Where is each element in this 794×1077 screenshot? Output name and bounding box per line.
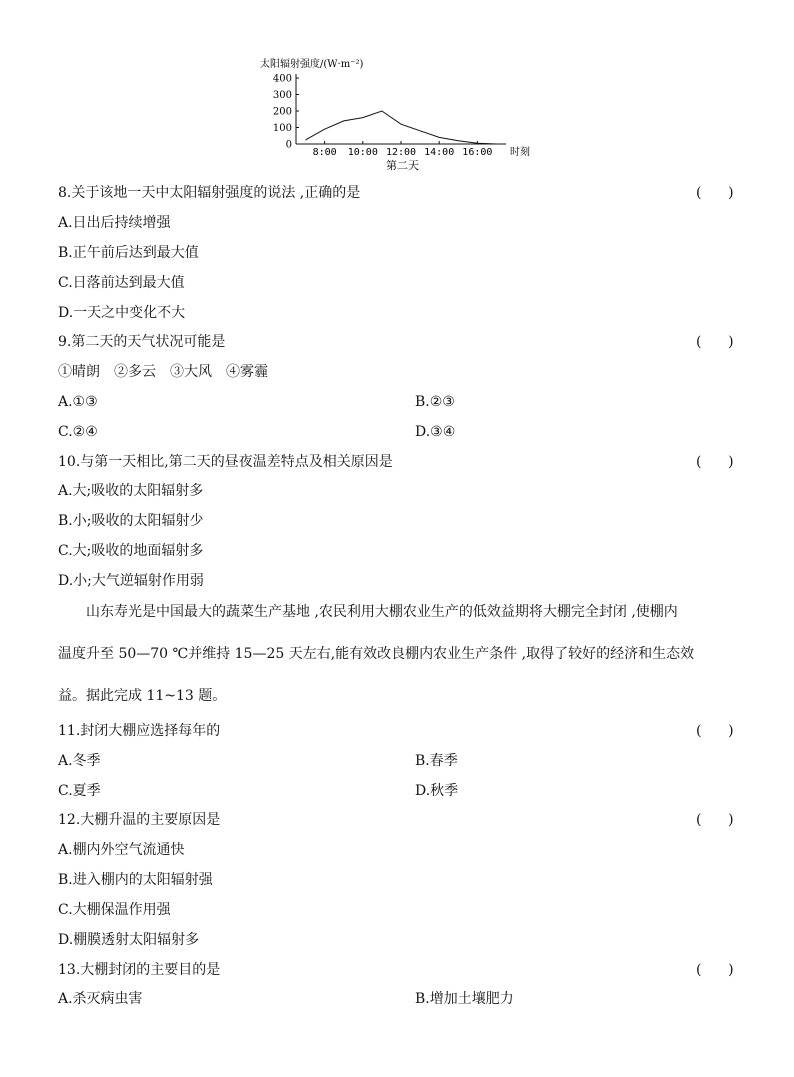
option[interactable]: B.正午前后达到最大值 — [58, 245, 199, 261]
answer-bracket: ( ) — [696, 334, 734, 350]
choices-line: ①晴朗 ②多云 ③大风 ④雾霾 — [58, 364, 268, 380]
option[interactable]: C.②④ — [58, 424, 98, 440]
option[interactable]: D.一天之中变化不大 — [58, 305, 186, 321]
question-9-stem: 9.第二天的天气状况可能是 — [58, 334, 226, 350]
x-tick-label: 8:00 — [312, 147, 337, 158]
option[interactable]: B.小;吸收的太阳辐射少 — [58, 513, 204, 529]
passage-line: 温度升至 50—70 ℃并维持 15—25 天左右,能有效改良棚内农业生产条件 ,取得了较好的经济和生态效 — [58, 646, 695, 662]
answer-bracket: ( ) — [696, 962, 734, 978]
y-tick-label: 400 — [272, 73, 292, 85]
x-tick-label: 14:00 — [424, 147, 455, 158]
option[interactable]: C.日落前达到最大值 — [58, 275, 185, 291]
option[interactable]: B.进入棚内的太阳辐射强 — [58, 872, 213, 888]
answer-bracket: ( ) — [696, 812, 734, 828]
option[interactable]: D.小;大气逆辐射作用弱 — [58, 573, 204, 589]
chart-ylabel: 太阳辐射强度/(W·m⁻²) — [260, 59, 364, 70]
option[interactable]: A.棚内外空气流通快 — [58, 842, 185, 858]
y-axis-ticks — [273, 74, 299, 151]
option[interactable]: B.增加土壤肥力 — [415, 991, 514, 1007]
chart-xlabel: 时刻 — [510, 147, 530, 158]
x-tick-label: 10:00 — [347, 147, 378, 158]
answer-bracket: ( ) — [696, 454, 734, 470]
option[interactable]: C.大;吸收的地面辐射多 — [58, 543, 204, 559]
x-tick-label: 16:00 — [462, 147, 493, 158]
option[interactable]: A.冬季 — [58, 753, 101, 769]
option[interactable]: D.秋季 — [415, 783, 459, 799]
passage-line: 益。据此完成 11~13 题。 — [58, 688, 227, 704]
option[interactable]: B.②③ — [415, 394, 455, 410]
series-line — [306, 111, 497, 144]
question-13-stem: 13.大棚封闭的主要目的是 — [58, 962, 221, 978]
passage-line: 山东寿光是中国最大的蔬菜生产基地 ,农民利用大棚农业生产的低效益期将大棚完全封闭 ,使棚内 — [86, 604, 678, 620]
answer-bracket: ( ) — [696, 723, 734, 739]
chart-caption: 第二天 — [386, 159, 419, 172]
y-tick-label: 100 — [272, 123, 292, 134]
question-11-stem: 11.封闭大棚应选择每年的 — [58, 723, 221, 739]
option[interactable]: A.①③ — [58, 394, 98, 410]
y-tick-label: 0 — [285, 139, 292, 151]
option[interactable]: C.大棚保温作用强 — [58, 902, 171, 918]
option[interactable]: A.杀灭病虫害 — [58, 991, 143, 1007]
option[interactable]: C.夏季 — [58, 783, 101, 799]
x-tick-label: 12:00 — [385, 147, 417, 158]
option[interactable]: A.大;吸收的太阳辐射多 — [58, 483, 204, 499]
question-12-stem: 12.大棚升温的主要原因是 — [58, 812, 221, 828]
y-tick-label: 200 — [272, 106, 292, 118]
option[interactable]: A.日出后持续增强 — [58, 215, 171, 231]
solar-radiation-chart — [256, 56, 556, 174]
option[interactable]: B.春季 — [415, 753, 458, 769]
option[interactable]: D.③④ — [415, 424, 456, 440]
answer-bracket: ( ) — [696, 185, 734, 201]
option[interactable]: D.棚膜透射太阳辐射多 — [58, 932, 200, 948]
y-tick-label: 300 — [272, 90, 292, 101]
question-8-stem: 8.关于该地一天中太阳辐射强度的说法 ,正确的是 — [58, 185, 361, 201]
question-10-stem: 10.与第一天相比,第二天的昼夜温差特点及相关原因是 — [58, 454, 393, 470]
